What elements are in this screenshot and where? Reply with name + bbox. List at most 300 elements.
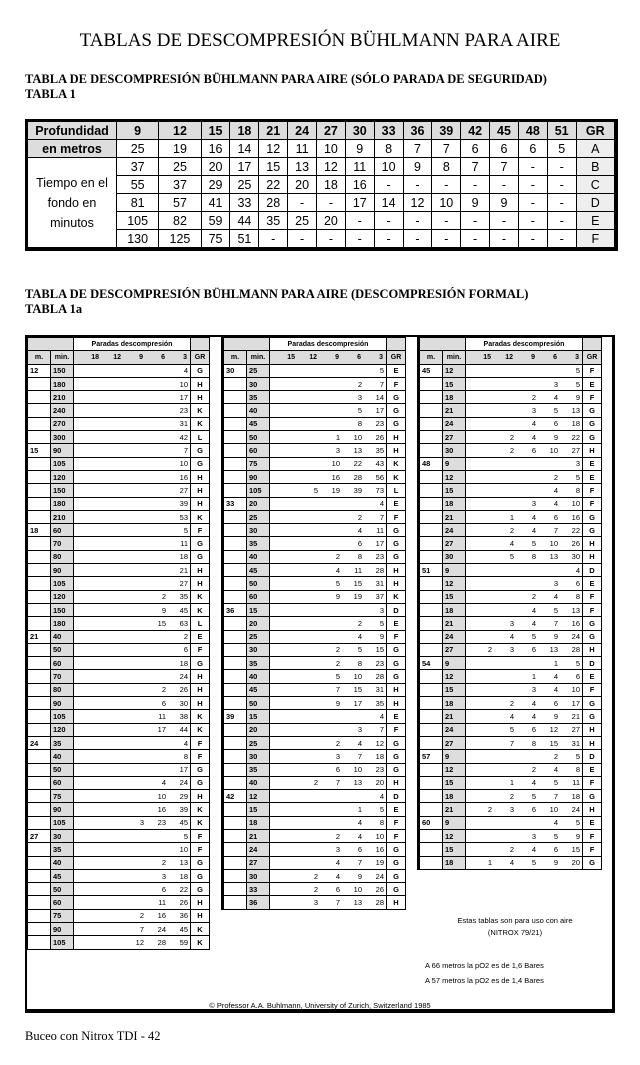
stop-time: 2 bbox=[357, 379, 362, 389]
stop-time: 4 bbox=[357, 632, 362, 642]
stop-time: 10 bbox=[179, 459, 188, 469]
table1a-row bbox=[223, 590, 406, 603]
table1a-row bbox=[28, 484, 210, 497]
bottom-time-cell: 27 bbox=[443, 431, 466, 444]
stop-times-cell bbox=[466, 404, 583, 417]
stop-time: 12 bbox=[135, 938, 144, 947]
bottom-time-cell: 60 bbox=[51, 524, 74, 537]
time-header: min. bbox=[247, 351, 270, 364]
bottom-time-cell: 25 bbox=[247, 736, 270, 749]
stop-time: 4 bbox=[357, 525, 362, 535]
stop-time: 45 bbox=[179, 818, 188, 828]
table1a-row bbox=[223, 670, 406, 683]
table1a-column-2 bbox=[221, 337, 406, 910]
stop-time: 28 bbox=[375, 565, 384, 575]
stop-time: 24 bbox=[179, 672, 188, 682]
table1a-header-row bbox=[28, 338, 210, 351]
bottom-time-cell: 30 bbox=[247, 377, 270, 390]
stop-time: 5 bbox=[575, 658, 580, 668]
table1a-header-row bbox=[419, 338, 602, 351]
group-cell: D bbox=[576, 194, 614, 212]
stop-time: 4 bbox=[509, 632, 514, 642]
stop-time: 2 bbox=[509, 446, 514, 456]
table1a-row bbox=[223, 697, 406, 710]
table1a-row bbox=[28, 657, 210, 670]
bottom-time-cell: 105 bbox=[51, 457, 74, 470]
time-cell: - bbox=[259, 230, 288, 248]
depth-cell bbox=[28, 790, 51, 803]
time-cell: 12 bbox=[259, 140, 288, 158]
stop-time: 31 bbox=[375, 578, 384, 588]
group-cell: D bbox=[583, 564, 602, 577]
gr-header: GR bbox=[191, 351, 210, 364]
stop-time: 10 bbox=[353, 432, 362, 442]
stop-time: 4 bbox=[335, 565, 340, 575]
stop-time: 20 bbox=[571, 858, 580, 868]
stop-times-cell bbox=[74, 444, 191, 457]
table1a-row bbox=[419, 590, 602, 603]
depth-header-cell: 48 bbox=[518, 122, 547, 140]
bottom-time-cell: 80 bbox=[51, 683, 74, 696]
table1a-row bbox=[419, 617, 602, 630]
depth-cell bbox=[28, 564, 51, 577]
stop-time: 4 bbox=[531, 419, 536, 429]
group-cell: L bbox=[191, 617, 210, 630]
stop-time: 10 bbox=[549, 539, 558, 549]
stop-time: 3 bbox=[335, 844, 340, 854]
table1-row bbox=[28, 194, 615, 212]
stop-time: 9 bbox=[335, 698, 340, 708]
table1a-header-row bbox=[223, 338, 406, 351]
stop-time: 2 bbox=[487, 645, 492, 655]
stop-time: 22 bbox=[571, 432, 580, 442]
stop-time: 22 bbox=[179, 884, 188, 894]
stop-time: 20 bbox=[375, 778, 384, 788]
stop-times-cell bbox=[270, 377, 387, 390]
depth-header-cell: 33 bbox=[374, 122, 403, 140]
depth-cell bbox=[223, 763, 247, 776]
table1a-row bbox=[28, 803, 210, 816]
time-cell: - bbox=[547, 194, 576, 212]
group-cell: G bbox=[191, 550, 210, 563]
time-cell: 10 bbox=[432, 194, 461, 212]
depth-cell: 39 bbox=[223, 710, 247, 723]
bottom-time-cell: 240 bbox=[51, 404, 74, 417]
group-cell: G bbox=[387, 391, 406, 404]
stop-time: 3 bbox=[509, 805, 514, 815]
stop-time: 4 bbox=[357, 738, 362, 748]
stop-times-cell bbox=[74, 803, 191, 816]
stop-time: 11 bbox=[376, 525, 384, 535]
bottom-time-cell: 18 bbox=[443, 856, 466, 869]
time-cell: - bbox=[403, 230, 432, 248]
stop-time: 4 bbox=[531, 525, 536, 535]
bottom-time-cell: 50 bbox=[247, 431, 270, 444]
depth-cell bbox=[28, 431, 51, 444]
group-cell: H bbox=[191, 577, 210, 590]
depth-cell bbox=[419, 683, 443, 696]
table1 bbox=[27, 121, 615, 248]
depth-cell bbox=[223, 843, 247, 856]
stop-time: 2 bbox=[509, 432, 514, 442]
group-cell: G bbox=[387, 750, 406, 763]
time-cell: 19 bbox=[159, 140, 201, 158]
stop-times-cell bbox=[466, 431, 583, 444]
stop-time: 6 bbox=[553, 844, 558, 854]
time-cell: - bbox=[288, 194, 317, 212]
group-cell: G bbox=[583, 856, 602, 869]
page-title: TABLAS DE DESCOMPRESIÓN BÜHLMANN PARA AIRE bbox=[79, 30, 561, 51]
group-cell: K bbox=[191, 404, 210, 417]
stop-times-cell bbox=[270, 617, 387, 630]
table1a-row bbox=[28, 723, 210, 736]
depth-cell bbox=[28, 843, 51, 856]
stop-times-cell bbox=[74, 923, 191, 936]
bottom-time-cell: 40 bbox=[247, 776, 270, 789]
table1a-row bbox=[419, 431, 602, 444]
depth-header-cell: 30 bbox=[345, 122, 374, 140]
bottom-time-cell: 180 bbox=[51, 617, 74, 630]
stop-times-cell bbox=[270, 364, 387, 377]
stop-times-cell bbox=[74, 484, 191, 497]
bottom-time-label-line: Tiempo en el bbox=[36, 175, 108, 190]
stop-depth-header: 3 bbox=[575, 353, 579, 361]
depth-header-cell: 39 bbox=[432, 122, 461, 140]
table1-row bbox=[28, 230, 615, 248]
stop-times-cell bbox=[74, 431, 191, 444]
depth-cell bbox=[419, 470, 443, 483]
stops-group-header: Paradas descompresión bbox=[270, 338, 387, 351]
table1a-title-line1: TABLA DE DESCOMPRESIÓN BÜHLMANN PARA AIRE (DESCOMPRESIÓN FORMAL) bbox=[25, 287, 529, 301]
group-cell: G bbox=[583, 630, 602, 643]
stop-times-cell bbox=[466, 736, 583, 749]
time-cell: - bbox=[490, 212, 519, 230]
table1a-row bbox=[28, 896, 210, 909]
depth-cell bbox=[223, 736, 247, 749]
bottom-time-cell: 270 bbox=[51, 417, 74, 430]
stop-time: 5 bbox=[553, 778, 558, 788]
depth-cell bbox=[28, 750, 51, 763]
stop-time: 3 bbox=[357, 725, 362, 735]
bottom-time-cell: 21 bbox=[443, 617, 466, 630]
stop-time: 26 bbox=[179, 685, 188, 695]
depth-cell bbox=[28, 537, 51, 550]
bottom-time-cell: 35 bbox=[51, 843, 74, 856]
bottom-time-cell: 12 bbox=[443, 829, 466, 842]
bottom-time-cell: 15 bbox=[247, 603, 270, 616]
stop-times-cell bbox=[270, 417, 387, 430]
time-cell: 10 bbox=[317, 140, 346, 158]
stop-time: 7 bbox=[553, 791, 558, 801]
stop-time: 4 bbox=[531, 711, 536, 721]
table1a-row bbox=[419, 457, 602, 470]
stop-time: 5 bbox=[531, 858, 536, 868]
table1a-row bbox=[419, 736, 602, 749]
depth-cell bbox=[28, 869, 51, 882]
stop-times-cell bbox=[270, 404, 387, 417]
bottom-time-cell: 90 bbox=[51, 444, 74, 457]
depth-cell bbox=[28, 497, 51, 510]
stop-time: 22 bbox=[353, 459, 362, 469]
stop-time: 16 bbox=[571, 618, 580, 628]
stop-time: 11 bbox=[572, 778, 580, 788]
stop-time: 8 bbox=[183, 751, 188, 761]
stop-times-cell bbox=[270, 883, 387, 896]
stop-depth-header: 9 bbox=[139, 353, 143, 361]
depth-cell bbox=[419, 776, 443, 789]
bottom-time-cell: 24 bbox=[443, 630, 466, 643]
group-cell: K bbox=[191, 590, 210, 603]
time-cell: 18 bbox=[317, 176, 346, 194]
bottom-time-cell: 24 bbox=[443, 723, 466, 736]
bottom-time-cell: 50 bbox=[51, 883, 74, 896]
time-cell: 25 bbox=[288, 212, 317, 230]
stop-time: 6 bbox=[335, 765, 340, 775]
stop-times-cell bbox=[74, 603, 191, 616]
time-cell: 41 bbox=[201, 194, 230, 212]
group-cell: G bbox=[387, 883, 406, 896]
stop-time: 2 bbox=[183, 632, 188, 642]
stop-depth-header: 3 bbox=[379, 353, 383, 361]
group-cell: G bbox=[191, 883, 210, 896]
time-cell: - bbox=[547, 158, 576, 176]
stop-time: 11 bbox=[180, 539, 188, 549]
table1a-row bbox=[419, 603, 602, 616]
table1a-column-3 bbox=[417, 337, 602, 870]
depth-cell bbox=[28, 643, 51, 656]
time-cell: 11 bbox=[345, 158, 374, 176]
stop-time: 56 bbox=[375, 472, 384, 482]
stop-times-cell bbox=[74, 816, 191, 829]
stop-time: 3 bbox=[335, 751, 340, 761]
stop-time: 4 bbox=[553, 392, 558, 402]
table1a-row bbox=[223, 444, 406, 457]
stop-time: 3 bbox=[335, 446, 340, 456]
stop-times-cell bbox=[466, 843, 583, 856]
stop-time: 5 bbox=[531, 632, 536, 642]
stop-times-cell bbox=[74, 790, 191, 803]
group-cell: G bbox=[583, 697, 602, 710]
depth-cell bbox=[419, 829, 443, 842]
bottom-time-cell: 15 bbox=[443, 377, 466, 390]
group-cell: G bbox=[191, 763, 210, 776]
group-cell: H bbox=[191, 484, 210, 497]
bottom-time-cell: 45 bbox=[247, 564, 270, 577]
table1a-row bbox=[223, 537, 406, 550]
stop-time: 4 bbox=[531, 605, 536, 615]
bottom-time-cell: 12 bbox=[247, 790, 270, 803]
stop-time: 7 bbox=[379, 379, 384, 389]
stop-time: 10 bbox=[549, 446, 558, 456]
stop-time: 39 bbox=[179, 499, 188, 509]
group-cell: F bbox=[583, 484, 602, 497]
bottom-time-cell: 70 bbox=[51, 670, 74, 683]
table1a-row bbox=[28, 603, 210, 616]
time-cell: 16 bbox=[345, 176, 374, 194]
stop-time: 18 bbox=[179, 552, 188, 562]
table1a-row bbox=[28, 883, 210, 896]
depth-cell bbox=[419, 843, 443, 856]
stop-time: 3 bbox=[531, 499, 536, 509]
stop-depth-headers bbox=[74, 351, 191, 364]
depth-cell bbox=[28, 417, 51, 430]
table1a-row bbox=[223, 630, 406, 643]
depth-header-cell: 18 bbox=[230, 122, 259, 140]
stop-times-cell bbox=[270, 710, 387, 723]
depth-cell: 45 bbox=[419, 364, 443, 377]
depth-cell bbox=[223, 829, 247, 842]
stop-time: 4 bbox=[531, 778, 536, 788]
bottom-time-cell: 25 bbox=[247, 630, 270, 643]
depth-header: m. bbox=[419, 351, 443, 364]
stop-times-cell bbox=[270, 763, 387, 776]
table1a-row bbox=[419, 524, 602, 537]
time-header: min. bbox=[443, 351, 466, 364]
group-cell: G bbox=[387, 869, 406, 882]
stop-time: 17 bbox=[353, 698, 362, 708]
time-cell: 7 bbox=[432, 140, 461, 158]
stop-time: 16 bbox=[571, 512, 580, 522]
stop-time: 13 bbox=[353, 898, 362, 908]
bottom-time-cell: 35 bbox=[247, 537, 270, 550]
group-cell: G bbox=[583, 510, 602, 523]
time-cell: 17 bbox=[230, 158, 259, 176]
stop-times-cell bbox=[270, 816, 387, 829]
bottom-time-cell: 27 bbox=[443, 643, 466, 656]
time-cell: 37 bbox=[117, 158, 159, 176]
stop-time: 28 bbox=[571, 645, 580, 655]
time-cell: 51 bbox=[230, 230, 259, 248]
table1a-frame bbox=[25, 335, 615, 1013]
time-cell: 14 bbox=[374, 194, 403, 212]
time-cell: 9 bbox=[403, 158, 432, 176]
table1a-row bbox=[419, 377, 602, 390]
table1a-row bbox=[223, 484, 406, 497]
bottom-time-cell: 75 bbox=[51, 790, 74, 803]
group-cell: K bbox=[191, 710, 210, 723]
stop-time: 2 bbox=[335, 658, 340, 668]
table1-title-line2: TABLA 1 bbox=[25, 87, 76, 101]
table1a-row bbox=[223, 510, 406, 523]
depth-cell: 30 bbox=[223, 364, 247, 377]
time-cell: - bbox=[432, 176, 461, 194]
group-cell: F bbox=[191, 750, 210, 763]
depth-cell bbox=[28, 763, 51, 776]
stop-times-cell bbox=[466, 763, 583, 776]
gr-header-blank bbox=[583, 338, 602, 351]
bottom-time-cell: 24 bbox=[443, 417, 466, 430]
stop-time: 4 bbox=[161, 778, 166, 788]
stop-time: 2 bbox=[139, 911, 144, 921]
stop-times-cell bbox=[74, 856, 191, 869]
group-cell: K bbox=[191, 936, 210, 949]
bottom-time-cell: 35 bbox=[247, 763, 270, 776]
stop-time: 3 bbox=[313, 898, 318, 908]
depth-header-label-line2: en metros bbox=[28, 140, 117, 158]
stop-times-cell bbox=[466, 643, 583, 656]
depth-cell bbox=[223, 750, 247, 763]
time-cell: 6 bbox=[461, 140, 490, 158]
table1a-title-line2: TABLA 1a bbox=[25, 302, 83, 316]
stop-time: 8 bbox=[357, 552, 362, 562]
time-cell: - bbox=[403, 176, 432, 194]
group-cell: E bbox=[387, 803, 406, 816]
stop-times-cell bbox=[74, 457, 191, 470]
time-cell: 22 bbox=[259, 176, 288, 194]
stop-times-cell bbox=[270, 550, 387, 563]
depth-cell bbox=[419, 550, 443, 563]
bottom-time-cell: 40 bbox=[51, 750, 74, 763]
stop-time: 2 bbox=[161, 685, 166, 695]
bottom-time-cell: 30 bbox=[247, 869, 270, 882]
group-cell: G bbox=[387, 537, 406, 550]
stop-time: 7 bbox=[183, 446, 188, 456]
table1a-row bbox=[28, 564, 210, 577]
time-cell: 25 bbox=[159, 158, 201, 176]
depth-cell bbox=[223, 869, 247, 882]
bottom-time-cell: 90 bbox=[51, 803, 74, 816]
group-cell: K bbox=[387, 590, 406, 603]
stop-times-cell bbox=[74, 710, 191, 723]
stop-time: 4 bbox=[531, 432, 536, 442]
depth-cell bbox=[28, 457, 51, 470]
time-cell: 20 bbox=[317, 212, 346, 230]
stop-times-cell bbox=[270, 683, 387, 696]
stop-time: 31 bbox=[179, 419, 188, 429]
bottom-time-cell: 60 bbox=[51, 776, 74, 789]
stop-times-cell bbox=[74, 750, 191, 763]
depth-cell bbox=[28, 617, 51, 630]
group-cell: G bbox=[191, 537, 210, 550]
stop-times-cell bbox=[466, 829, 583, 842]
depth-header-cell: 42 bbox=[461, 122, 490, 140]
bottom-time-cell: 50 bbox=[247, 697, 270, 710]
stop-time: 15 bbox=[353, 685, 362, 695]
depth-cell bbox=[419, 391, 443, 404]
group-cell: H bbox=[387, 431, 406, 444]
bottom-time-cell: 180 bbox=[51, 377, 74, 390]
group-cell: F bbox=[583, 776, 602, 789]
group-cell: G bbox=[387, 763, 406, 776]
table1a-row bbox=[223, 816, 406, 829]
bottom-time-cell: 27 bbox=[443, 537, 466, 550]
depth-cell bbox=[28, 683, 51, 696]
group-cell: F bbox=[583, 683, 602, 696]
group-cell: D bbox=[583, 750, 602, 763]
stop-time: 17 bbox=[571, 698, 580, 708]
depth-cell bbox=[28, 510, 51, 523]
table1a-row bbox=[28, 776, 210, 789]
stop-times-cell bbox=[270, 896, 387, 909]
stop-times-cell bbox=[74, 763, 191, 776]
stop-time: 5 bbox=[553, 406, 558, 416]
stop-times-cell bbox=[74, 776, 191, 789]
stop-times-cell bbox=[270, 603, 387, 616]
stop-times-cell bbox=[270, 869, 387, 882]
stop-time: 9 bbox=[575, 831, 580, 841]
table1-row bbox=[28, 212, 615, 230]
table1a-subheader-row bbox=[419, 351, 602, 364]
bottom-time-cell: 30 bbox=[247, 750, 270, 763]
stop-time: 9 bbox=[161, 605, 166, 615]
stop-time: 1 bbox=[531, 672, 536, 682]
stop-time: 8 bbox=[575, 485, 580, 495]
table1a-row bbox=[28, 856, 210, 869]
stop-times-cell bbox=[466, 550, 583, 563]
depth-cell bbox=[223, 404, 247, 417]
stop-time: 3 bbox=[531, 685, 536, 695]
depth-cell bbox=[28, 856, 51, 869]
